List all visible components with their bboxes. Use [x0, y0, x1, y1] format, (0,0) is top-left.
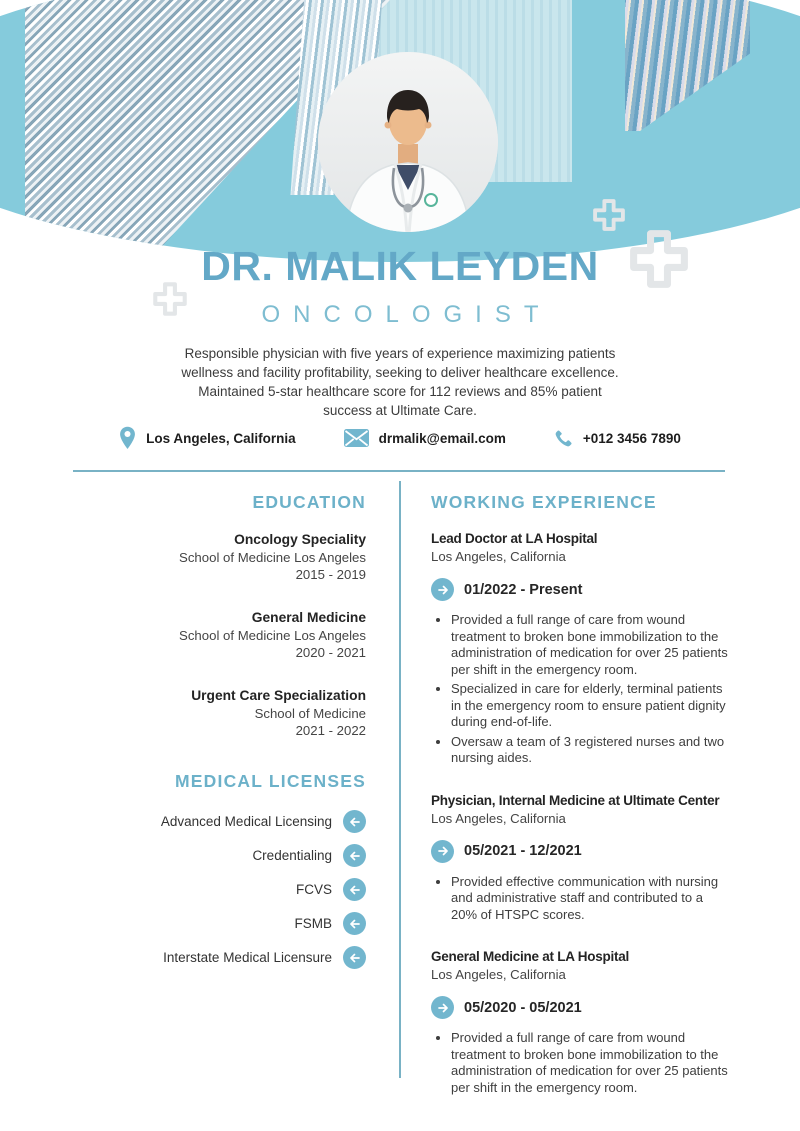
license-item	[40, 946, 366, 969]
arrow-right-icon	[431, 840, 454, 863]
license-label: FSMB	[294, 916, 332, 931]
job-period: 01/2022 - Present	[464, 581, 583, 598]
column-divider	[399, 481, 401, 1078]
license-label: Advanced Medical Licensing	[160, 814, 332, 829]
job-location: Los Angeles, California	[431, 549, 566, 564]
arrow-left-icon	[343, 946, 366, 969]
building-right	[625, 0, 750, 131]
education-list	[40, 531, 366, 739]
arrow-left-icon	[343, 844, 366, 867]
education-school: School of Medicine Los Angeles	[179, 628, 366, 643]
contact-email-label: drmalik@email.com	[378, 430, 506, 446]
contact-phone-label: +012 3456 7890	[582, 430, 681, 446]
education-title: General Medicine	[251, 610, 366, 625]
page-title-doctor-name: DR. MALIK LEYDEN	[201, 243, 599, 289]
license-label: Interstate Medical Licensure	[163, 950, 332, 965]
license-item	[40, 912, 366, 935]
right-column	[431, 492, 731, 1122]
license-label: FCVS	[295, 882, 332, 897]
job-title: Lead Doctor at LA Hospital	[431, 531, 598, 546]
arrow-left-icon	[343, 878, 366, 901]
licenses-heading: MEDICAL LICENSES	[175, 771, 366, 791]
job-location: Los Angeles, California	[431, 810, 566, 826]
job-location: Los Angeles, California	[431, 967, 566, 982]
job-period: 05/2021 - 12/2021	[464, 843, 582, 859]
job-bullet: • Specialized in care for elderly, terminal patients in the emergency room to ensure patient dignity during end-of-life.	[451, 681, 731, 731]
contact-location-label: Los Angeles, California	[146, 430, 296, 446]
date-badge	[431, 578, 731, 601]
contact-email	[344, 429, 506, 447]
arrow-left-icon	[343, 810, 366, 833]
job-period: 05/2020 - 05/2021	[464, 999, 582, 1016]
education-entry	[40, 531, 366, 583]
license-label: Credentialing	[252, 848, 332, 863]
contact-row	[0, 426, 800, 450]
license-item	[40, 878, 366, 901]
arrow-left-icon	[343, 912, 366, 935]
profile-summary: Responsible physician with five years of experience maximizing patients wellness and facility profitability, seeking to deliver healthcare excellence. Maintained 5-star healthcare score for 112 reviews and 85% patient success at Ultimate Care.	[181, 346, 619, 418]
job-bullet: • Provided a full range of care from wound treatment to broken bone immobilization to the administration of medication for over 25 patients per shift in the emergency room.	[451, 1030, 731, 1096]
role-subtitle: ONCOLOGIST	[261, 301, 552, 328]
contact-phone	[554, 429, 681, 448]
license-item	[40, 810, 366, 833]
education-years: 2020 - 2021	[295, 645, 366, 660]
education-heading: EDUCATION	[252, 492, 366, 512]
date-badge	[431, 996, 731, 1019]
date-badge	[431, 840, 731, 863]
experience-list	[431, 531, 731, 1096]
education-entry	[40, 609, 366, 661]
education-entry	[40, 687, 366, 739]
experience-heading: WORKING EXPERIENCE	[431, 492, 657, 512]
job-bullets	[431, 1030, 731, 1096]
doctor-portrait-illustration	[318, 52, 498, 232]
horizontal-divider	[73, 470, 725, 472]
education-title: Urgent Care Specialization	[191, 688, 366, 703]
job-bullet: • Provided effective communication with nursing and administrative staff and contributed to a 20% of HTSPC scores.	[451, 874, 731, 924]
plus-decoration-icon	[592, 198, 626, 232]
location-pin-icon	[119, 426, 136, 450]
education-school: School of Medicine Los Angeles	[179, 550, 366, 565]
experience-entry	[431, 949, 731, 1096]
phone-icon	[554, 429, 573, 448]
job-title: Physician, Internal Medicine at Ultimate Center	[431, 792, 720, 808]
arrow-right-icon	[431, 996, 454, 1019]
arrow-right-icon	[431, 578, 454, 601]
envelope-icon	[344, 429, 369, 447]
job-bullet: • Oversaw a team of 3 registered nurses and two nursing aides.	[451, 734, 731, 767]
education-school: School of Medicine	[254, 706, 366, 721]
job-bullets	[431, 612, 731, 767]
job-title: General Medicine at LA Hospital	[431, 949, 630, 964]
experience-entry	[431, 531, 731, 767]
experience-entry	[431, 793, 731, 924]
license-item	[40, 844, 366, 867]
licenses-list	[40, 810, 366, 969]
job-bullet: • Provided a full range of care from wound treatment to broken bone immobilization to the administration of medication for over 25 patients per shift in the emergency room.	[451, 612, 731, 678]
left-column	[40, 492, 366, 980]
profile-photo	[318, 52, 498, 232]
education-years: 2015 - 2019	[295, 567, 366, 582]
contact-location	[119, 426, 296, 450]
education-years: 2021 - 2022	[295, 723, 366, 738]
job-bullets	[431, 874, 731, 924]
education-title: Oncology Speciality	[234, 532, 366, 547]
